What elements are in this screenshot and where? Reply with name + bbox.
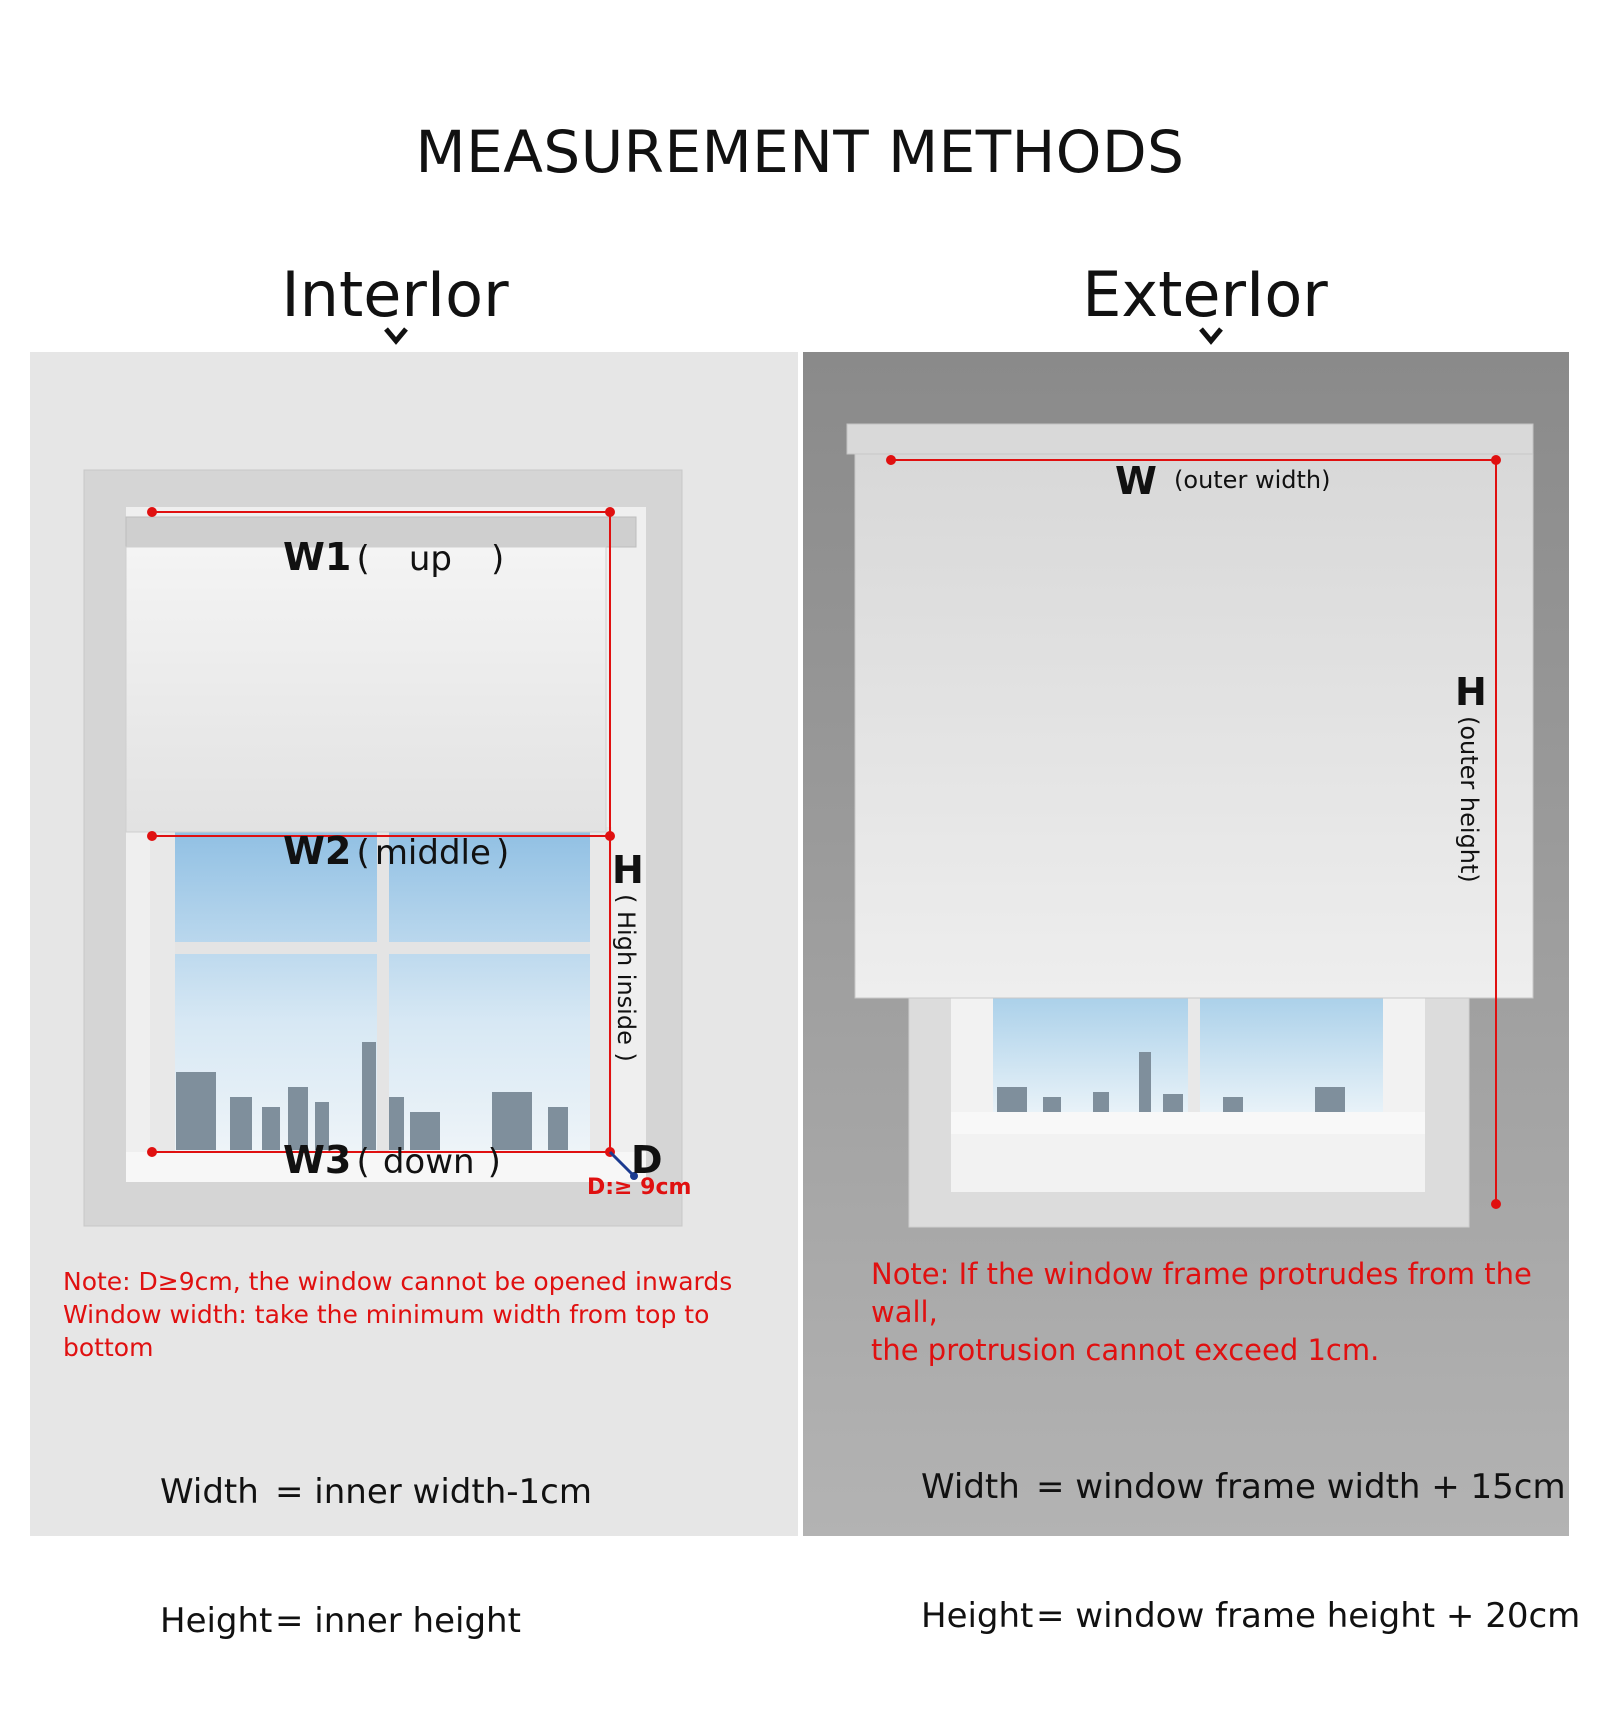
h-label: H xyxy=(1455,670,1487,714)
interior-heading: InterIor xyxy=(281,258,509,331)
chevron-down-icon xyxy=(383,323,409,349)
chevron-down-icon xyxy=(1198,323,1224,349)
interior-panel xyxy=(30,352,798,1641)
w3-label: W3 ( down ) xyxy=(283,1138,501,1182)
page-title: MEASUREMENT METHODS xyxy=(415,118,1185,186)
w1-label: W1 ( up ) xyxy=(283,535,505,579)
interior-note: Note: D≥9cm, the window cannot be opened inwards Window width: take the minimum width from top to bottom xyxy=(63,1267,733,1362)
h-description: (outer height) xyxy=(1455,716,1483,883)
interior-formula: Width = inner width-1cm Height = inner height xyxy=(160,1472,592,1641)
exterior-formula: Width = window frame width + 15cm Height = window frame height + 20cm xyxy=(921,1467,1581,1636)
w-label: W (outer width) xyxy=(1115,459,1331,503)
h-description: ( High inside ) xyxy=(612,894,640,1062)
h-label: H xyxy=(612,848,644,892)
exterior-panel xyxy=(803,352,1581,1636)
exterior-note: Note: If the window frame protrudes from the wall, the protrusion cannot exceed 1cm. xyxy=(871,1257,1532,1367)
exterior-heading: ExterIor xyxy=(1082,258,1328,331)
d-label: D xyxy=(631,1138,663,1182)
d-value: D:≥ 9cm xyxy=(587,1175,692,1200)
w2-label: W2 ( middle ) xyxy=(283,829,510,873)
